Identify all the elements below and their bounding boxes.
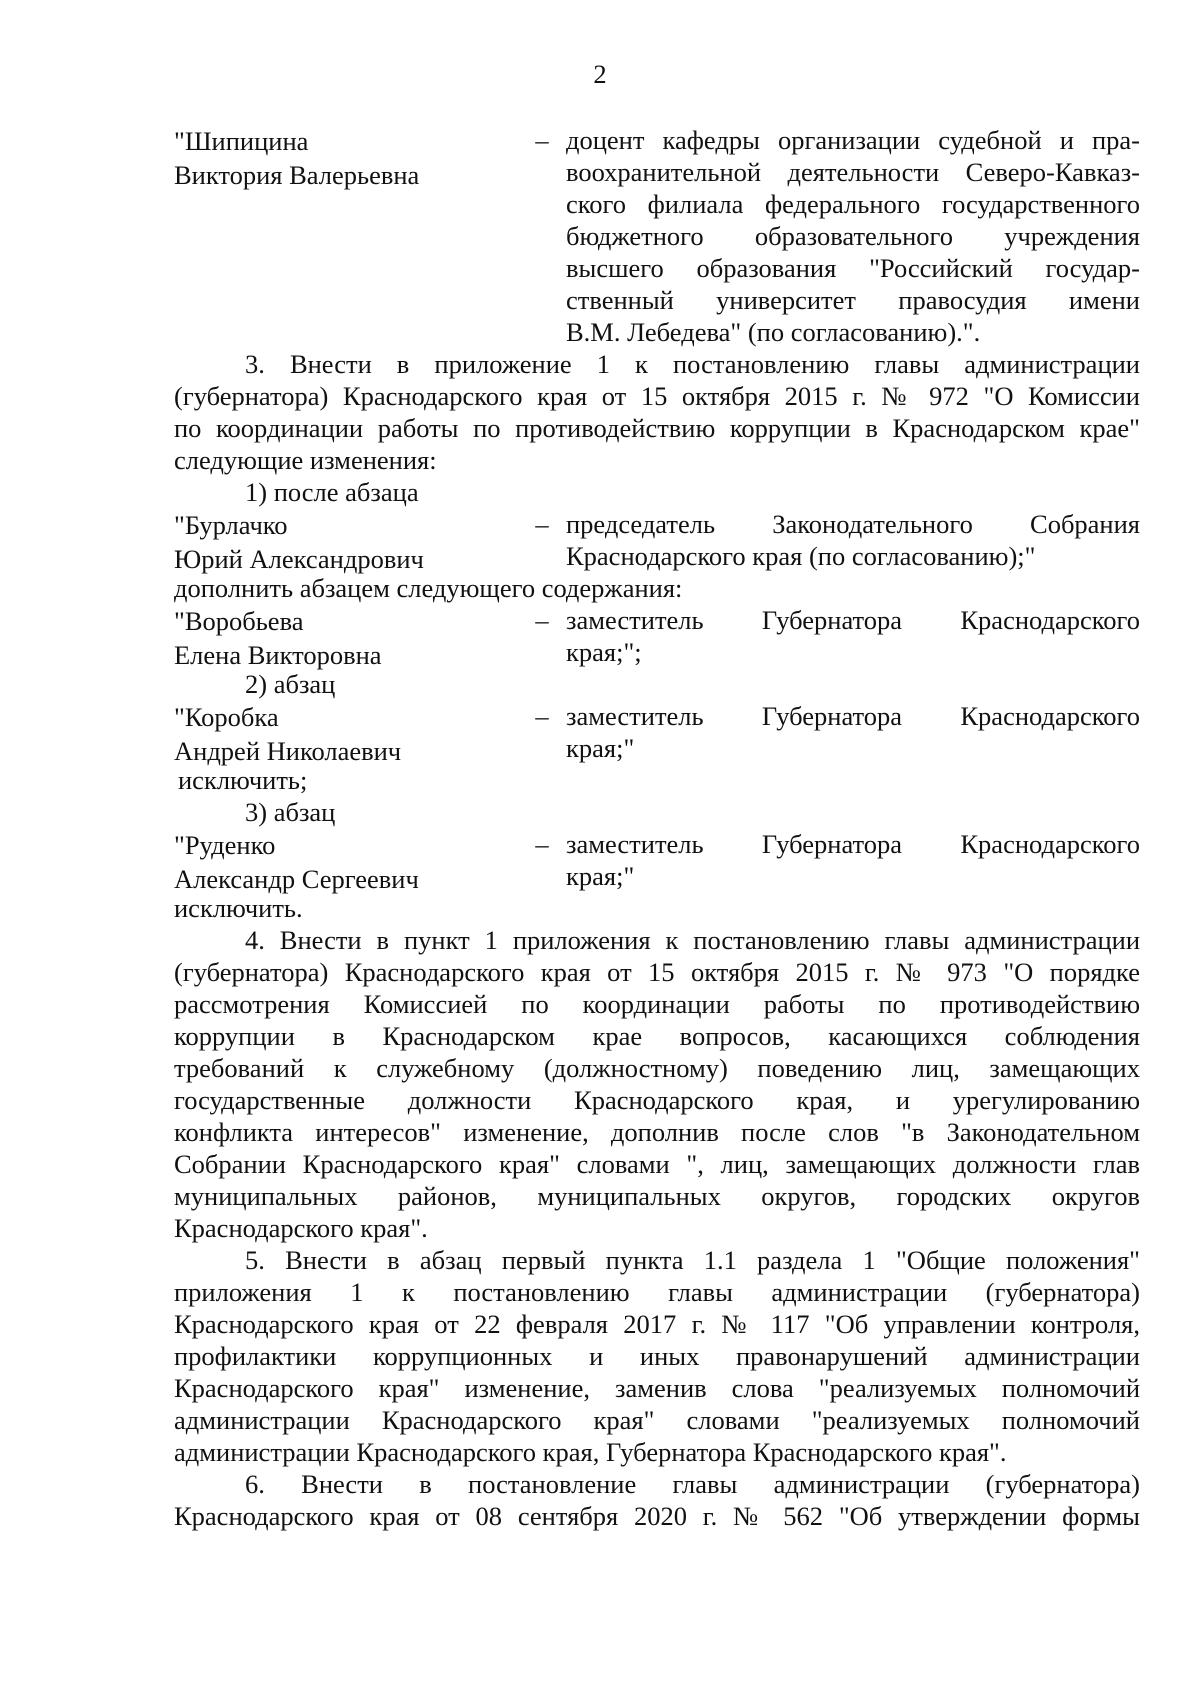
paragraph-item-5: 5. Внести в абзац первый пункта 1.1 раздела 1 "Общие положения" приложения 1 к постановлению главы администрации (губернатора) Краснодарского края от 22 февраля 2017 г. № 117 "Об управлении контроля, профилактики коррупционных и иных правонарушений администрации Краснодарского края" изменение, заменив слова "реализуемых полномочий администрации Краснодарского края" словами "реализуемых полномочий администрации Краснодарского края, Губернатора Краснодарского края". <box>174 1245 1140 1467</box>
entry-dash: – <box>535 701 549 731</box>
entry-dash: – <box>535 509 549 539</box>
entry-shipitsina <box>174 124 1140 348</box>
entry-description: заместитель Губернатора Краснодарского края;" <box>566 829 1140 891</box>
add-paragraph-text: дополнить абзацем следующего содержания: <box>174 573 683 603</box>
paragraph-item-4: 4. Внести в пункт 1 приложения к постановлению главы администрации (губернатора) Краснодарского края от 15 октября 2015 г. № 973 "О порядке рассмотрения Комиссией по координации работы по противодействию коррупции в Краснодарском крае вопросов, касающихся соблюдения требований к служебному (должностному) поведению лиц, замещающих государственные должности Краснодарского края, и урегулированию конфликта интересов" изменение, дополнив после слов "в Законодательном Собрании Краснодарского края" словами ", лиц, замещающих должности глав муниципальных районов, муниципальных округов, городских округов Краснодарского края". <box>174 925 1140 1243</box>
paragraph-item-3: 3. Внести в приложение 1 к постановлению главы администрации (губернатора) Краснодарского края от 15 октября 2015 г. № 972 "О Комиссии по координации работы по противодействию коррупции в Краснодарском крае" следующие изменения: <box>174 349 1140 475</box>
subitem-1: 1) после абзаца <box>245 477 419 507</box>
entry-description: председатель Законодательного Собрания Краснодарского края (по согласованию);" <box>566 509 1140 571</box>
entry-korobka <box>174 700 1140 764</box>
entry-description: заместитель Губернатора Краснодарского края;" <box>566 701 1140 763</box>
entry-dash: – <box>535 125 549 155</box>
entry-name: "Коробка Андрей Николаевич <box>174 702 402 766</box>
paragraph-item-6: 6. Внести в постановление главы администрации (губернатора) Краснодарского края от 08 сентября 2020 г. № 562 "Об утверждении формы <box>174 1469 1140 1531</box>
entry-dash: – <box>535 605 549 635</box>
exclude-text: исключить. <box>174 893 303 923</box>
page-number: 2 <box>593 59 607 89</box>
entry-dash: – <box>535 829 549 859</box>
entry-name: "Бурлачко Юрий Александрович <box>174 510 424 574</box>
entry-name: "Шипицина Виктория Валерьевна <box>174 126 420 190</box>
entry-vorobyeva <box>174 604 1140 668</box>
subitem-3: 3) абзац <box>245 797 336 827</box>
entry-name: "Воробьева Елена Викторовна <box>174 606 382 670</box>
entry-description: доцент кафедры организации судебной и пра- воохранительной деятельности Северо-Кавказ- ского филиала федерального государственного бюджетного образовательного учреждения высшего образования "Российский государ- ственный университет правосудия имени В.М. Лебедева" (по согласованию).". <box>566 125 1140 347</box>
entry-burlachko <box>174 508 1140 572</box>
entry-rudenko <box>174 828 1140 892</box>
entry-name: "Руденко Александр Сергеевич <box>174 830 419 894</box>
subitem-2: 2) абзац <box>245 669 336 699</box>
entry-description: заместитель Губернатора Краснодарского края;"; <box>566 605 1140 667</box>
document-body <box>174 124 1140 1532</box>
exclude-text: исключить; <box>178 765 308 795</box>
